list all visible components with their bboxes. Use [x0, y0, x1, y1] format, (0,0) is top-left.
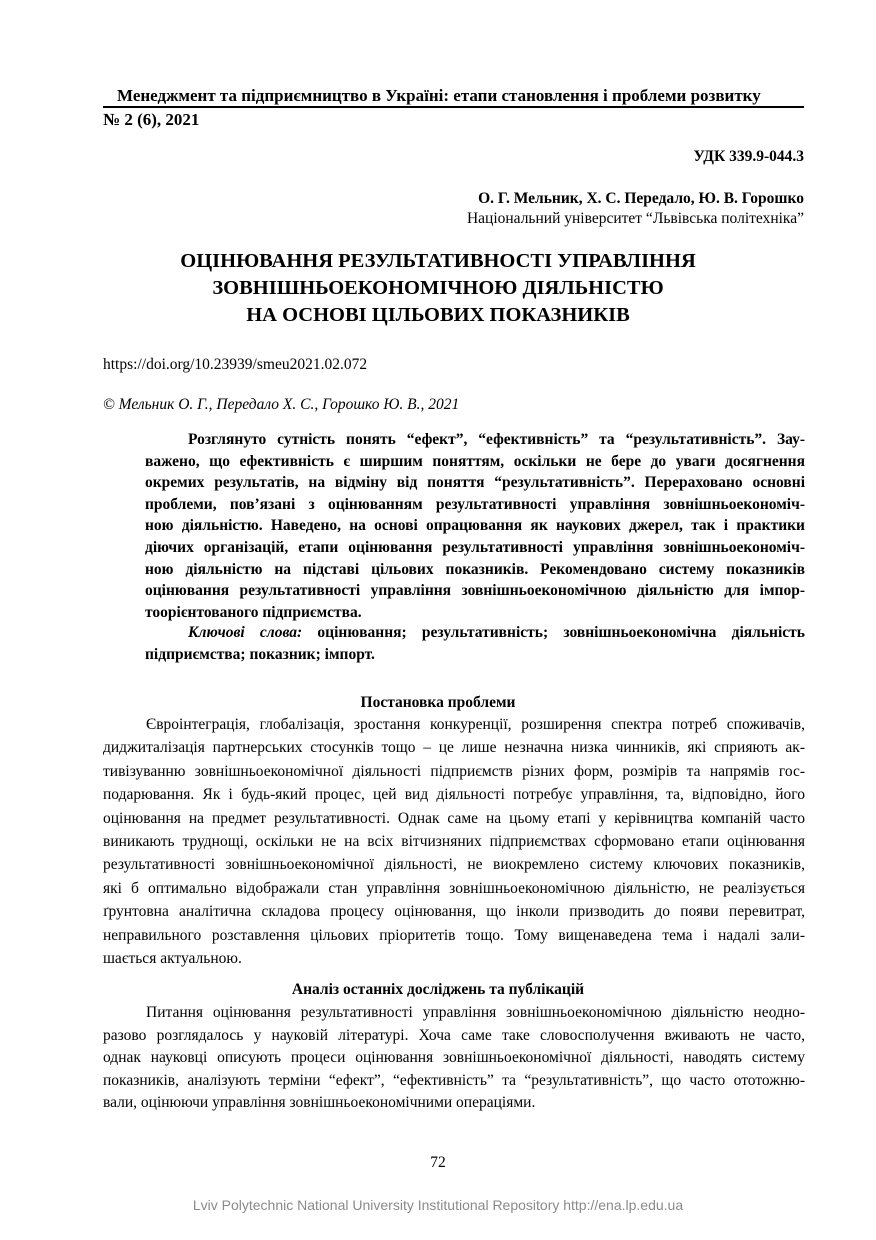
text-line: Євроінтеграція, глобалізація, зростання конкуренції, розширення спектра потреб споживачів, — [146, 716, 805, 733]
text-line: які б оптимально відображали стан управління зовнішньоекономічною діяльністю, не реалізується — [103, 879, 805, 897]
affiliation: Національний університет “Львівська політехніка” — [466, 210, 804, 227]
text-line: оцінювання на предмет результативності. Однак саме на цьому етапі у керівництва компаній часто — [103, 809, 805, 827]
title-line: ОЦІНЮВАННЯ РЕЗУЛЬТАТИВНОСТІ УПРАВЛІННЯ — [180, 250, 696, 272]
text-line: тивізуванню зовнішньоекономічної діяльності підприємств різних форм, розмірів та напрямів гос- — [103, 762, 805, 780]
text-line: окремих результатів, на відміну від поняття “результативність”. Перераховано основні — [145, 474, 805, 492]
keywords-line: підприємства; показник; імпорт. — [145, 646, 375, 663]
text-line: Питання оцінювання результативності управління зовнішньоекономічною діяльністю неодно- — [146, 1004, 805, 1021]
page-number: 72 — [430, 1154, 446, 1171]
text-line: однак науковці описують процеси оцінювання зовнішньоекономічної діяльності, наводять систему — [103, 1049, 805, 1067]
text-line: показників, аналізують терміни “ефект”, “ефективність” та “результативність”, що часто ототожню- — [103, 1071, 805, 1089]
text-line: неправильного розставлення цільових пріоритетів тощо. Тому вищенаведена тема і надалі зали- — [103, 926, 805, 944]
header-rule — [103, 106, 804, 108]
text-line: диджиталізація партнерських стосунків тощо – це лише незначна низка чинників, які сприяють ак- — [103, 739, 805, 757]
title-line: НА ОСНОВІ ЦІЛЬОВИХ ПОКАЗНИКІВ — [246, 304, 630, 326]
text-line: шається актуальною. — [103, 950, 242, 967]
authors: О. Г. Мельник, Х. С. Передало, Ю. В. Горошко — [478, 190, 804, 207]
udc-code: 339.9-044.3 — [729, 148, 804, 165]
text-line: виникають труднощі, оскільки не на всіх вітчизняних підприємствах сформовано етапи оцінювання — [103, 833, 805, 850]
text-line: ною діяльністю на підставі цільових показників. Рекомендовано систему показників — [145, 560, 805, 578]
title-line: ЗОВНІШНЬОЕКОНОМІЧНОЮ ДІЯЛЬНІСТЮ — [212, 277, 664, 299]
text-line: ґрунтовна аналітична складова процесу оцінювання, що інколи призводить до появи перевитрат, — [103, 903, 805, 921]
text-line: проблеми, пов’язані з оцінюванням результативності управління зовнішньоекономіч- — [145, 495, 805, 513]
text-line: подарювання. Як і будь-який процес, цей вид діяльності потребує управління, та, відповідно, його — [103, 786, 805, 804]
issue-number: № 2 (6), 2021 — [103, 110, 200, 129]
text-line: разово розглядалось у науковій літературі. Хоча саме таке словосполучення вживають не часто, — [103, 1026, 805, 1044]
repository-footer: Lviv Polytechnic National University Institutional Repository http://ena.lp.edu.ua — [192, 1197, 684, 1213]
text-line: оцінювання результативності управління зовнішньоекономічною діяльністю для імпор- — [145, 582, 805, 600]
text-line: результативності зовнішньоекономічної діяльності, не виокремлено систему ключових показників, — [103, 856, 805, 874]
doi-link[interactable]: https://doi.org/10.23939/smeu2021.02.072 — [103, 356, 368, 373]
text-line: важено, що ефективність є ширшим поняттям, оскільки не бере до уваги досягнення — [145, 452, 805, 470]
journal-header: Менеджмент та підприємництво в Україні: етапи становлення і проблеми розвитку — [117, 86, 761, 105]
section-heading: Аналіз останніх досліджень та публікацій — [291, 981, 585, 998]
keywords-line — [188, 624, 805, 642]
text-line: ною діяльністю. Наведено, на основі опрацювання як наукових джерел, так і практики — [145, 517, 805, 535]
section-heading: Постановка проблеми — [360, 694, 516, 711]
text-line: Розглянуто сутність понять “ефект”, “ефективність” та “результативність”. Зау- — [188, 431, 805, 448]
keywords-label: Ключові слова: — [188, 624, 303, 641]
text-line: діючих організацій, етапи оцінювання результативності управління зовнішньоекономіч- — [145, 539, 805, 556]
text-line: вали, оцінюючи управління зовнішньоекономічними операціями. — [103, 1094, 536, 1112]
udc-label: УДК — [693, 148, 730, 165]
udc — [693, 148, 804, 166]
text-line: тоорієнтованого підприємства. — [145, 603, 362, 621]
copyright: © Мельник О. Г., Передало Х. С., Горошко Ю. В., 2021 — [103, 396, 460, 413]
keywords-text: оцінювання; результативність; зовнішньоекономічна діяльність — [302, 624, 805, 641]
